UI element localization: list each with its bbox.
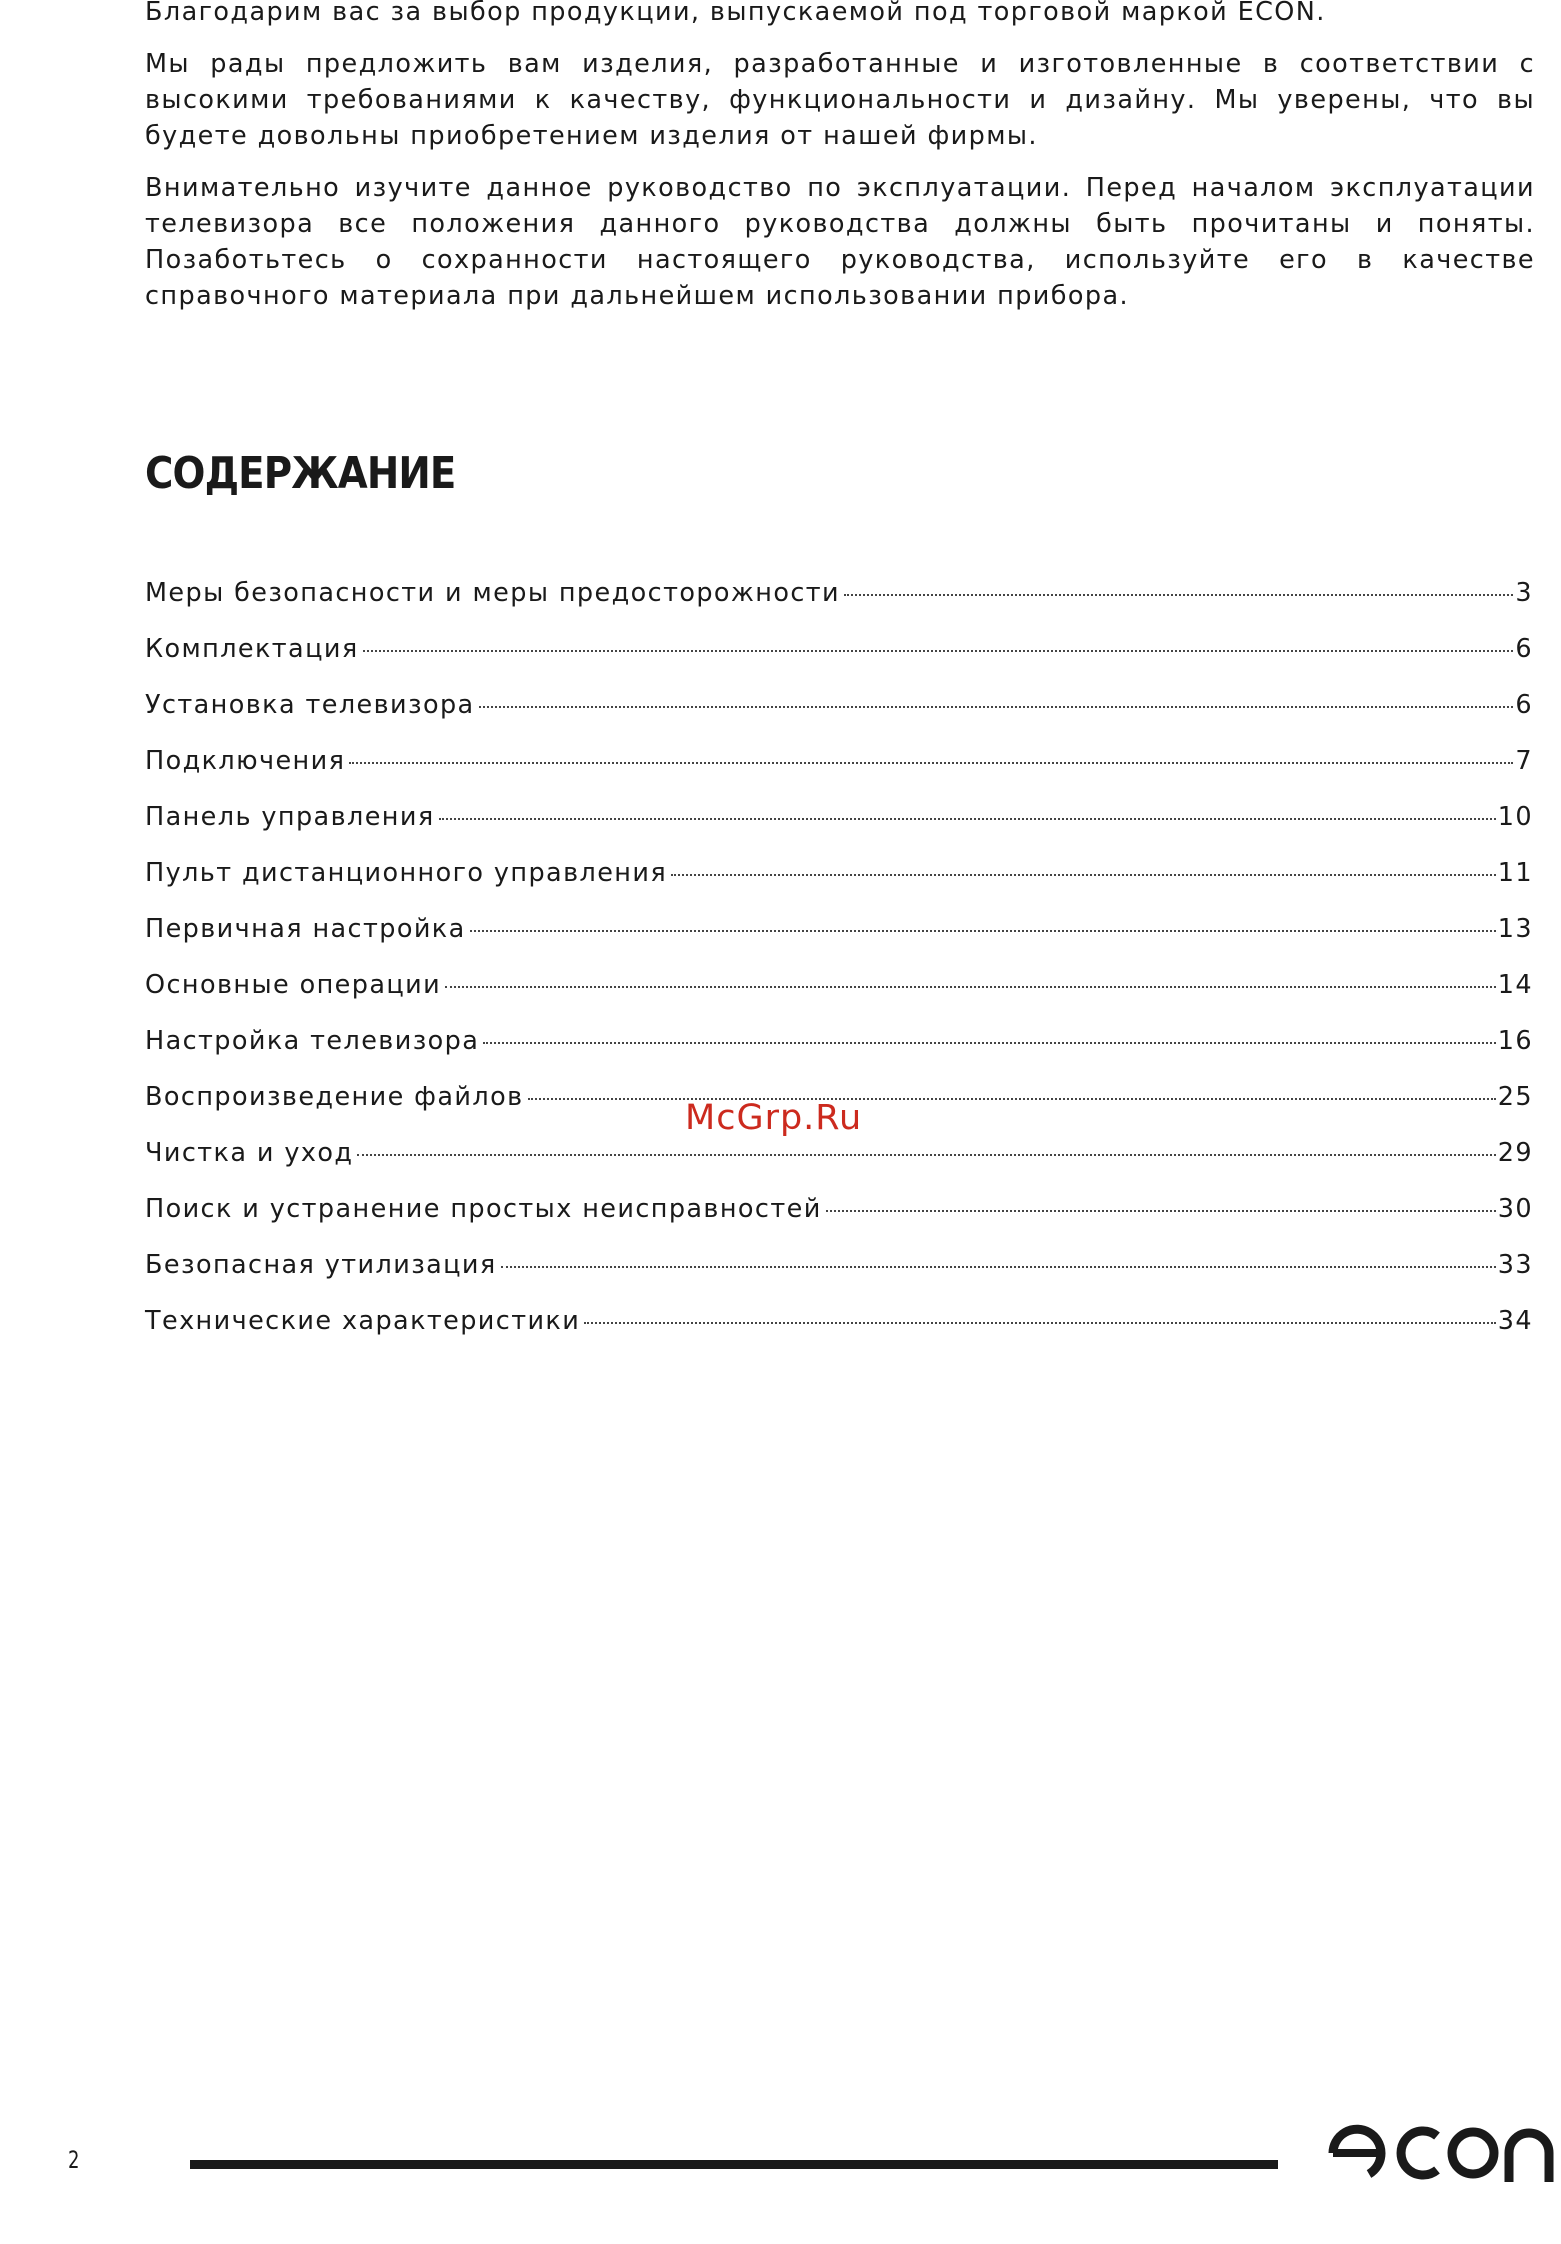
toc-dot-leader (584, 1322, 1496, 1324)
toc-entry-page: 6 (1515, 634, 1533, 664)
toc-entry-page: 11 (1497, 858, 1533, 888)
toc-dot-leader (439, 818, 1496, 820)
toc-entry[interactable] (145, 690, 1533, 746)
toc-dot-leader (363, 650, 1514, 652)
toc-entry-page: 14 (1497, 970, 1533, 1000)
toc-entry-label: Чистка и уход (145, 1138, 354, 1168)
footer-rule (190, 2160, 1278, 2169)
toc-entry[interactable] (145, 858, 1533, 914)
toc-entry-page: 33 (1497, 1250, 1533, 1280)
toc-entry[interactable] (145, 1306, 1533, 1362)
table-of-contents (145, 578, 1533, 1362)
toc-entry[interactable] (145, 634, 1533, 690)
toc-dot-leader (671, 874, 1496, 876)
toc-dot-leader (501, 1266, 1496, 1268)
toc-entry-label: Пульт дистанционного управления (145, 858, 668, 888)
toc-entry-label: Установка телевизора (145, 690, 475, 720)
watermark[interactable]: McGrp.Ru (685, 1098, 863, 1138)
toc-entry-page: 25 (1497, 1082, 1533, 1112)
toc-dot-leader (470, 930, 1496, 932)
toc-entry-page: 10 (1497, 802, 1533, 832)
toc-entry-label: Поиск и устранение простых неисправностей (145, 1194, 822, 1224)
toc-entry-label: Первичная настройка (145, 914, 466, 944)
toc-entry-page: 29 (1497, 1138, 1533, 1168)
intro-paragraph-3: Внимательно изучите данное руководство по эксплуатации. Перед началом эксплуатации телевизора все положения данного руководства должны быть прочитаны и поняты. Позаботьтесь о сохранности настоящего руководства, используйте его в качестве справочного материала при дальнейшем использовании прибора. (145, 173, 1535, 311)
toc-entry[interactable] (145, 914, 1533, 970)
econ-logo-icon (1325, 2120, 1561, 2186)
page-number: 2 (68, 2146, 80, 2174)
toc-entry-label: Технические характеристики (145, 1306, 581, 1336)
toc-entry-page: 13 (1497, 914, 1533, 944)
toc-dot-leader (528, 1098, 1496, 1100)
toc-entry-label: Настройка телевизора (145, 1026, 480, 1056)
toc-entry-label: Комплектация (145, 634, 359, 664)
toc-entry-page: 34 (1497, 1306, 1533, 1336)
toc-entry[interactable] (145, 578, 1533, 634)
toc-entry-label: Подключения (145, 746, 346, 776)
toc-entry-page: 30 (1497, 1194, 1533, 1224)
toc-dot-leader (844, 594, 1513, 596)
toc-entry[interactable] (145, 1026, 1533, 1082)
toc-entry-label: Основные операции (145, 970, 442, 1000)
toc-entry-page: 7 (1515, 746, 1533, 776)
toc-dot-leader (479, 706, 1514, 708)
toc-entry-label: Воспроизведение файлов (145, 1082, 524, 1112)
toc-entry[interactable] (145, 1250, 1533, 1306)
intro-paragraph-2: Мы рады предложить вам изделия, разработанные и изготовленные в соответствии с высокими требованиями к качеству, функциональности и дизайну. Мы уверены, что вы будете довольны приобретением изделия от нашей фирмы. (145, 49, 1535, 151)
toc-entry[interactable] (145, 970, 1533, 1026)
toc-dot-leader (445, 986, 1496, 988)
toc-entry[interactable] (145, 1194, 1533, 1250)
toc-dot-leader (826, 1210, 1496, 1212)
toc-dot-leader (357, 1154, 1495, 1156)
toc-entry-label: Безопасная утилизация (145, 1250, 497, 1280)
toc-entry-label: Панель управления (145, 802, 435, 832)
toc-entry-page: 16 (1497, 1026, 1533, 1056)
toc-entry-page: 6 (1515, 690, 1533, 720)
toc-entry[interactable] (145, 802, 1533, 858)
toc-entry[interactable] (145, 746, 1533, 802)
toc-title: СОДЕРЖАНИЕ (145, 448, 456, 499)
toc-entry-page: 3 (1515, 578, 1533, 608)
toc-entry-label: Меры безопасности и меры предосторожности (145, 578, 840, 608)
toc-dot-leader (483, 1042, 1495, 1044)
intro-paragraph-1: Благодарим вас за выбор продукции, выпускаемой под торговой маркой ECON. (145, 0, 1326, 27)
toc-dot-leader (349, 762, 1513, 764)
toc-entry[interactable] (145, 1138, 1533, 1194)
intro-section (145, 0, 1535, 330)
